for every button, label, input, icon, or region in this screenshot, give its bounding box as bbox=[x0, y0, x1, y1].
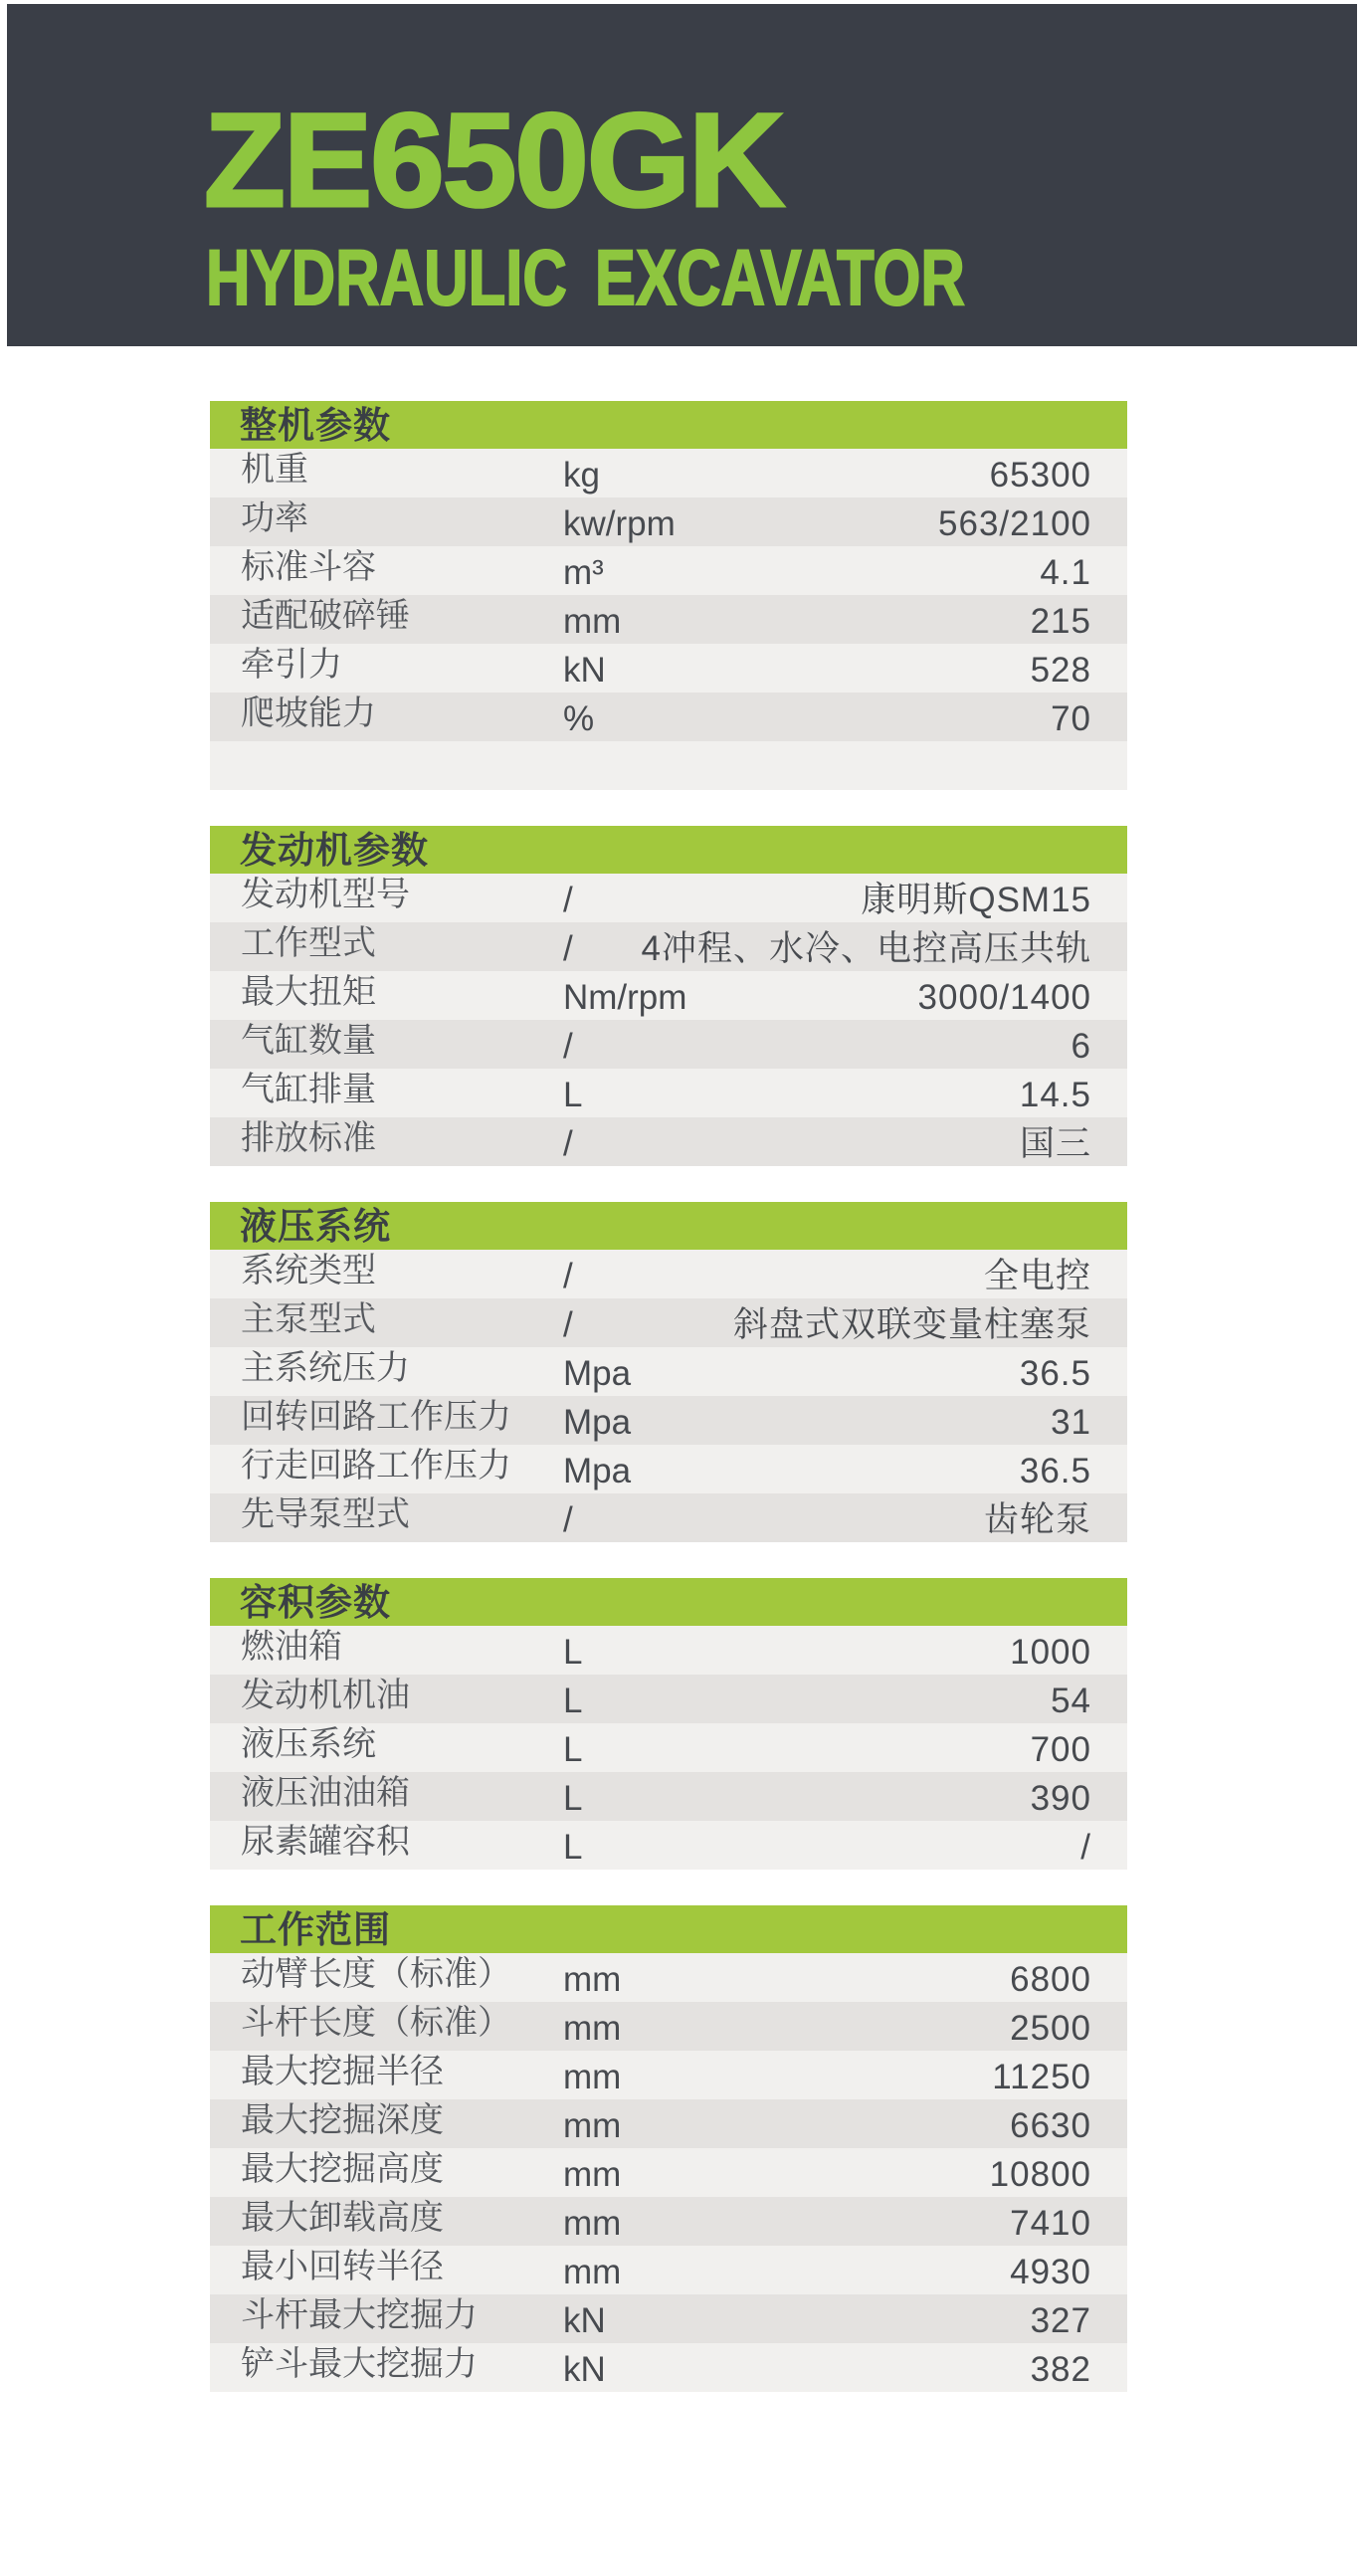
table-row bbox=[210, 1723, 1127, 1772]
row-value: 6 bbox=[1071, 1027, 1091, 1066]
row-value: 6800 bbox=[1010, 1960, 1091, 1999]
section-header: 液压系统 bbox=[210, 1202, 1127, 1250]
section-header: 发动机参数 bbox=[210, 826, 1127, 874]
table-row bbox=[210, 1626, 1127, 1675]
row-unit: Mpa bbox=[563, 1452, 632, 1490]
table-row bbox=[210, 1821, 1127, 1870]
row-label: 主系统压力 bbox=[241, 1349, 410, 1387]
table-row bbox=[210, 2148, 1127, 2197]
section-header: 工作范围 bbox=[210, 1905, 1127, 1953]
row-unit: kN bbox=[563, 651, 606, 690]
row-label: 斗杆长度（标准） bbox=[241, 2004, 511, 2042]
row-unit: / bbox=[563, 1500, 573, 1539]
row-unit: mm bbox=[563, 2106, 622, 2145]
table-row bbox=[210, 449, 1127, 497]
row-label: 最大挖掘半径 bbox=[241, 2053, 444, 2090]
row-value: 563/2100 bbox=[938, 504, 1091, 543]
row-label: 回转回路工作压力 bbox=[241, 1398, 511, 1436]
row-value: 390 bbox=[1030, 1779, 1091, 1818]
row-unit: Mpa bbox=[563, 1354, 632, 1393]
table-row bbox=[210, 693, 1127, 741]
table-row bbox=[210, 644, 1127, 693]
row-unit: mm bbox=[563, 1960, 622, 1999]
row-unit: m³ bbox=[563, 553, 604, 592]
row-value: 327 bbox=[1030, 2301, 1091, 2340]
row-label: 发动机机油 bbox=[241, 1677, 410, 1714]
table-row bbox=[210, 1953, 1127, 2002]
table-row bbox=[210, 741, 1127, 790]
section-header: 容积参数 bbox=[210, 1578, 1127, 1626]
row-value: 2500 bbox=[1010, 2009, 1091, 2048]
hero-banner bbox=[7, 4, 1357, 346]
row-unit: / bbox=[563, 881, 573, 919]
spec-table-hydraulic-system bbox=[210, 1202, 1127, 1542]
row-unit: / bbox=[563, 1257, 573, 1295]
row-value: 国三 bbox=[1019, 1124, 1091, 1163]
row-unit: / bbox=[563, 1124, 573, 1163]
row-value: 10800 bbox=[989, 2155, 1091, 2194]
row-label: 功率 bbox=[241, 499, 308, 537]
row-unit: L bbox=[563, 1633, 583, 1672]
row-label: 最小回转半径 bbox=[241, 2248, 444, 2285]
row-label: 标准斗容 bbox=[241, 548, 376, 586]
table-row bbox=[210, 1347, 1127, 1396]
row-label: 牵引力 bbox=[241, 646, 342, 684]
row-unit: kw/rpm bbox=[563, 504, 676, 543]
row-label: 适配破碎锤 bbox=[241, 597, 410, 635]
row-label: 铲斗最大挖掘力 bbox=[241, 2345, 478, 2383]
row-unit: / bbox=[563, 1305, 573, 1344]
row-value: 齿轮泵 bbox=[983, 1500, 1091, 1539]
row-unit: L bbox=[563, 1779, 583, 1818]
table-row bbox=[210, 922, 1127, 971]
table-row bbox=[210, 1020, 1127, 1069]
row-label: 先导泵型式 bbox=[241, 1495, 410, 1533]
row-label: 行走回路工作压力 bbox=[241, 1447, 511, 1485]
row-unit: L bbox=[563, 1730, 583, 1769]
table-row bbox=[210, 595, 1127, 644]
table-row bbox=[210, 1445, 1127, 1493]
row-value: 382 bbox=[1030, 2350, 1091, 2389]
row-label: 系统类型 bbox=[241, 1252, 376, 1289]
row-label: 最大卸载高度 bbox=[241, 2199, 444, 2237]
row-value: 36.5 bbox=[1019, 1354, 1091, 1393]
row-unit: / bbox=[563, 929, 573, 968]
row-value: 215 bbox=[1030, 602, 1091, 641]
row-value: 528 bbox=[1030, 651, 1091, 690]
row-label: 最大挖掘深度 bbox=[241, 2101, 444, 2139]
row-value: 11250 bbox=[992, 2058, 1091, 2096]
row-value: 54 bbox=[1051, 1682, 1091, 1720]
table-row bbox=[210, 546, 1127, 595]
row-value: 4930 bbox=[1010, 2253, 1091, 2291]
row-value: 7410 bbox=[1010, 2204, 1091, 2243]
row-unit: Nm/rpm bbox=[563, 978, 687, 1017]
table-row bbox=[210, 2294, 1127, 2343]
row-value: 全电控 bbox=[983, 1257, 1091, 1295]
table-row bbox=[210, 2002, 1127, 2051]
row-label: 发动机型号 bbox=[241, 876, 410, 913]
row-value: 14.5 bbox=[1019, 1076, 1091, 1114]
row-unit: Mpa bbox=[563, 1403, 632, 1442]
row-value: 4冲程、水冷、电控高压共轨 bbox=[641, 929, 1091, 968]
spec-table-engine bbox=[210, 826, 1127, 1166]
table-row bbox=[210, 2246, 1127, 2294]
row-label: 液压系统 bbox=[241, 1725, 376, 1763]
row-label: 工作型式 bbox=[241, 924, 376, 962]
row-unit: mm bbox=[563, 602, 622, 641]
section-header: 整机参数 bbox=[210, 401, 1127, 449]
row-value: 4.1 bbox=[1040, 553, 1091, 592]
row-value: 36.5 bbox=[1019, 1452, 1091, 1490]
table-row bbox=[210, 497, 1127, 546]
row-unit: L bbox=[563, 1682, 583, 1720]
row-label: 最大挖掘高度 bbox=[241, 2150, 444, 2188]
row-label: 机重 bbox=[241, 451, 308, 489]
spec-tables bbox=[210, 401, 1127, 2428]
table-row bbox=[210, 1675, 1127, 1723]
table-row bbox=[210, 971, 1127, 1020]
row-value: 康明斯QSM15 bbox=[861, 881, 1091, 919]
table-row bbox=[210, 1069, 1127, 1117]
row-unit: L bbox=[563, 1828, 583, 1867]
table-row bbox=[210, 1250, 1127, 1298]
row-value: 700 bbox=[1030, 1730, 1091, 1769]
row-value: / bbox=[1080, 1828, 1091, 1867]
row-label: 主泵型式 bbox=[241, 1300, 376, 1338]
table-row bbox=[210, 1772, 1127, 1821]
row-unit: / bbox=[563, 1027, 573, 1066]
row-unit: kN bbox=[563, 2350, 606, 2389]
row-label: 爬坡能力 bbox=[241, 694, 376, 732]
row-value: 3000/1400 bbox=[917, 978, 1091, 1017]
spec-table-overall bbox=[210, 401, 1127, 790]
row-unit: L bbox=[563, 1076, 583, 1114]
table-row bbox=[210, 1396, 1127, 1445]
row-unit: mm bbox=[563, 2155, 622, 2194]
row-label: 排放标准 bbox=[241, 1119, 376, 1157]
table-row bbox=[210, 2197, 1127, 2246]
row-value: 斜盘式双联变量柱塞泵 bbox=[732, 1305, 1091, 1344]
table-row bbox=[210, 2051, 1127, 2099]
row-value: 31 bbox=[1051, 1403, 1091, 1442]
table-row bbox=[210, 1493, 1127, 1542]
table-row bbox=[210, 1117, 1127, 1166]
row-unit: mm bbox=[563, 2058, 622, 2096]
row-label: 尿素罐容积 bbox=[241, 1823, 410, 1861]
row-unit: mm bbox=[563, 2204, 622, 2243]
spec-table-capacity bbox=[210, 1578, 1127, 1870]
row-label: 气缸排量 bbox=[241, 1071, 376, 1108]
row-label: 斗杆最大挖掘力 bbox=[241, 2296, 478, 2334]
row-label: 动臂长度（标准） bbox=[241, 1955, 511, 1993]
row-label: 气缸数量 bbox=[241, 1022, 376, 1060]
table-row bbox=[210, 2343, 1127, 2392]
row-unit: mm bbox=[563, 2009, 622, 2048]
product-type-subtitle: HYDRAULIC EXCAVATOR bbox=[206, 233, 965, 321]
row-unit: kg bbox=[563, 456, 600, 495]
row-unit: kN bbox=[563, 2301, 606, 2340]
row-label: 最大扭矩 bbox=[241, 973, 376, 1011]
row-unit: % bbox=[563, 699, 595, 738]
product-model-title: ZE650GK bbox=[204, 87, 783, 235]
row-unit: mm bbox=[563, 2253, 622, 2291]
row-value: 65300 bbox=[989, 456, 1091, 495]
table-row bbox=[210, 874, 1127, 922]
row-value: 1000 bbox=[1010, 1633, 1091, 1672]
table-row bbox=[210, 1298, 1127, 1347]
spec-table-working-range bbox=[210, 1905, 1127, 2392]
row-label: 燃油箱 bbox=[241, 1628, 342, 1666]
row-label: 液压油油箱 bbox=[241, 1774, 410, 1812]
table-row bbox=[210, 2099, 1127, 2148]
row-value: 6630 bbox=[1010, 2106, 1091, 2145]
row-value: 70 bbox=[1051, 699, 1091, 738]
